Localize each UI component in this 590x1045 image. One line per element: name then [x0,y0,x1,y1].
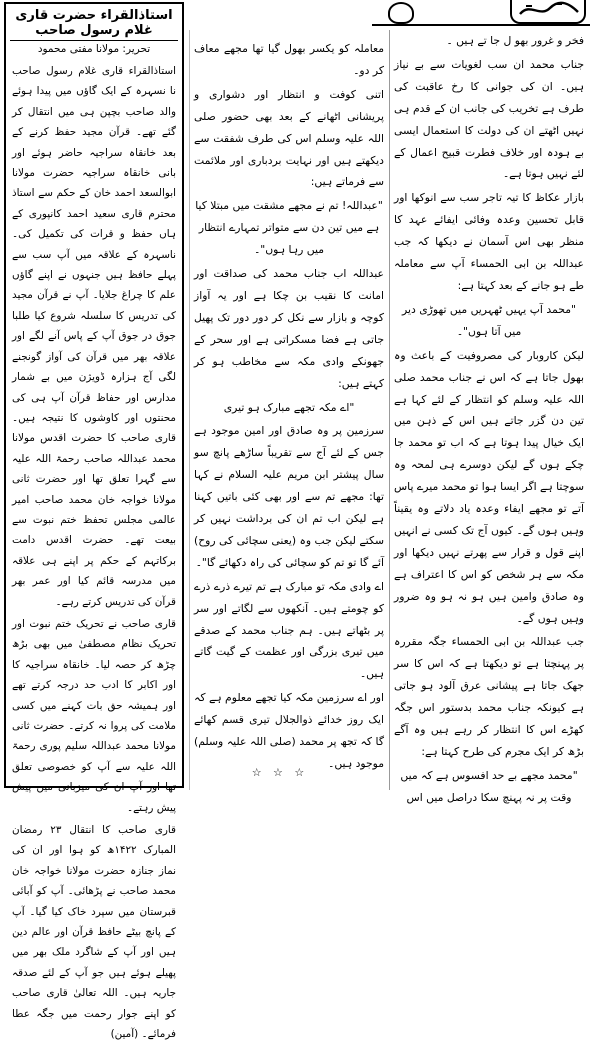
paragraph: فخر و غرور بھو ل جا تے ہیں ۔ [446,34,584,47]
paragraph: قاری صاحب کا انتقال ۲۳ رمضان المبارک ۱۴۲۲ھ کو ہوا اور ان کی نماز جنازہ حضرت مولانا خواجہ خان محمد صاحب نے پڑھائی۔ آپ کو آبائی قبرستان میں سپرد خاک کیا گیا۔ آپ کے پانچ بیٹے حافظ قرآن اور عالم دین ہیں اور آپ کے شاگرد ملک بھر میں پھیلے ہوئے ہیں جو آپ کے لئے صدقہ جاریہ ہیں۔ اللہ تعالیٰ قاری صاحب کو اپنے جوار رحمت میں جگہ عطا فرمائے۔ (آمین) [12,824,176,1041]
paragraph: قاری صاحب نے تحریک ختم نبوت اور تحریک نظام مصطفیٰ میں بھی بڑھ چڑھ کر حصہ لیا۔ خانقاہ سراجیہ کا اور اکابر کا ادب حد درجہ کرتے تھے اور ہمیشہ حق بات کہنے میں کسی ملامت کی پروا نہ کرتے۔ حضرت ثانی مولانا محمد عبداللہ سلیم پوری رحمۃ اللہ علیہ سے آپ کو خصوصی تعلق تھا اور آپ ان کی میزبانی میں پیش پیش رہتے۔ [12,617,176,814]
article-column-right [394,30,584,811]
paragraph: اے وادی مکہ تو مبارک ہے تم تیرے ذرے ذرے کو چومتے ہیں۔ آنکھوں سے لگاتے اور سر پر بٹھاتے ہیں۔ ہم جناب محمد کے صدقے میں تیری بزرگی اور عظمت کے گیت گاتے ہیں۔ [194,579,384,681]
paragraph: سرزمین پر وہ صادق اور امین موجود ہے جس کے لئے آج سے تقریباً ساڑھے پانچ سو سال پیشتر ابن مریم علیہ السلام نے کہا تھا: مجھے تم سے اور بھی کئی باتیں کہنا ہے لیکن اب تم ان کی برداشت نہیں کر سکتے لیکن جب وہ (یعنی سچائی کی روح) آئے گا تو تم کو سچائی کی راہ دکھائے گا"۔ [194,424,384,569]
quote: "محمد آپ یہیں ٹھہریں میں تھوڑی دیر میں آتا ہوں"۔ [402,302,576,338]
quote: "اے مکہ تجھے مبارک ہو تیری [223,400,355,414]
section-end-stars: ☆ ☆ ☆ [251,766,309,779]
paragraph: اور اے سرزمین مکہ کیا تجھے معلوم ہے کہ ایک روز خدائے ذوالجلال تیری قسم کھائے گا کہ تجھ پر محمد (صلی اللہ علیہ وسلم) موجود ہیں۔ [194,691,384,770]
sidebar-title: استاذالقراء حضرت قاری غلام رسول صاحب [10,4,178,41]
paragraph: بازار عکاظ کا تیہ تاجر سب سے انوکھا اور قابل تحسین وعدہ وفائی ایفائے عہد کا منظر بھی اس آسمان نے دیکھا کہ جب عبداللہ بن ابی الحمساء آپ سے معاملہ طے ہو جانے کے بعد کہتا ہے: [394,191,584,292]
sidebar-byline: تحریر: مولانا مفتی محمود [37,43,151,55]
masthead-calligraphy-icon [512,0,584,20]
paragraph: استاذالقراء قاری غلام رسول صاحب نا نسہرہ کے ایک گاؤں میں پیدا ہوئے والد صاحب بچپن ہی میں انتقال کر گئے تھے۔ قرآن مجید حفظ کرنے کے بعد خانقاہ سراجیہ حاضر ہوئے اور بانی خانقاہ سراجیہ حضرت مولانا ابوالسعد احمد خان کے حکم سے استاذ محترم قاری سعید احمد کانپوری کے ہاں حفظ و قرات کی تکمیل کی۔ ناسہرہ کے علاقہ میں آپ سب سے پہلے حافظ ہیں جنہوں نے اپنے گاؤں علم کا چراغ جلایا۔ آپ نے قرآن مجید کی تدریس کا سلسلہ شروع کیا طلبا جوق در جوق آپ کے پاس آنے لگے اور علاقہ بھر میں قرآن کی آواز گونجنے لگی آج ہزارہ ڈویژن میں بے شمار مدارس اور حفاظ قرآن آپ ہی کی محنتوں اور کاوشوں کا نتیجہ ہیں۔ قاری صاحب کا حضرت اقدس مولانا محمد عبداللہ صاحب رحمۃ اللہ علیہ سے گہرا تعلق تھا اور حضرت ثانی مولانا خواجہ خان محمد صاحب امیر عالمی مجلس تحفظ ختم نبوت سے بیعت تھے۔ حضرت اقدس دامت برکاتہم کے حکم پر اپنے ہی علاقہ میں مدرسہ قائم کیا اور عمر بھر قرآن کی تدریس کرتے رہے۔ [12,65,176,608]
emblem-icon [388,2,414,24]
paragraph: جب عبداللہ بن ابی الحمساء جگہ مقررہ پر پہنچتا ہے تو دیکھتا ہے کہ اس کا سر جھک جاتا ہے پیشانی عرق آلود ہو جاتی ہے کیونکہ جناب محمد بدستور اس جگہ کھڑے اس کا انتظار کر رہے ہیں وہ آگے بڑھ کر ایک مجرم کی طرح کہتا ہے: [394,635,584,758]
article-column-middle [194,38,384,777]
quote: "عبداللہ! تم نے مجھے مشقت میں مبتلا کیا ہے میں تین دن سے متواتر تمہارے انتظار میں رہا ہوں"۔ [195,199,383,257]
obituary-sidebar [4,2,184,1041]
column-divider [189,30,190,790]
quote: "محمد مجھے بے حد افسوس ہے کہ میں وقت پر نہ پہنچ سکا دراصل میں اس [400,768,578,804]
paragraph: لیکن کاروبار کی مصروفیت کے باعث وہ بھول جاتا ہے کہ اس نے جناب محمد صلی اللہ علیہ وسلم کو انتظار کے لئے کہا ہے تین دن گزر جاتے ہیں اس کے ذہن میں ایک خیال پیدا ہوتا ہے کہ اب تو محمد جا چکے ہوں گے لیکن دوسرے ہی لمحہ وہ سوچتا ہے اگر ایسا ہوا تو محمد میرے پاس آتے تو مجھے ایفاء وعدہ یاد دلاتے وہ یقیناً وہیں ہوں گے۔ کیوں آج تک کسی نے انہیں اپنے قول و قرار سے پھرتے نہیں دیکھا اور مکہ سے ہر شخص کو اس کا اعتراف ہے وہ صادق وامین ہیں ہو نہ ہو وہ ضرور وہیں ہوں گے۔ [394,348,584,625]
paragraph: عبداللہ اب جناب محمد کی صداقت اور امانت کا نقیب بن چکا ہے اور یہ آواز کوچہ و بازار سے نکل کر دور دور تک پھیل جاتی ہے فضا مسکراتی ہے اور سحر کے جھونکے وادی مکہ سے مخاطب ہو کر کہتے ہیں: [194,267,384,390]
paragraph: جناب محمد ان سب لغویات سے بے نیاز ہیں۔ ان کی جوانی کا رخ عاقبت کی طرف ہے تخریب کی جانب ان کے قدم ہی نہیں اٹھتے ان کی دولت کا استعمال ایسی بے ہودہ اور خلاف فطرت قبیح اعمال کے لئے نہیں ہوتا ہے۔ [394,57,584,181]
masthead-logo [510,0,586,24]
paragraph: اتنی کوفت و انتظار اور دشواری و پریشانی اٹھانے کے بعد بھی حضور صلی اللہ علیہ وسلم اس کی طرف شفقت سے دیکھتے ہیں اور نہایت بردباری اور ملائمت سے فرماتے ہیں: [194,87,384,189]
paragraph: معاملہ کو یکسر بھول گیا تھا مجھے معاف کر دو۔ [194,42,384,77]
sidebar-body [6,57,182,1045]
column-divider [389,30,390,790]
